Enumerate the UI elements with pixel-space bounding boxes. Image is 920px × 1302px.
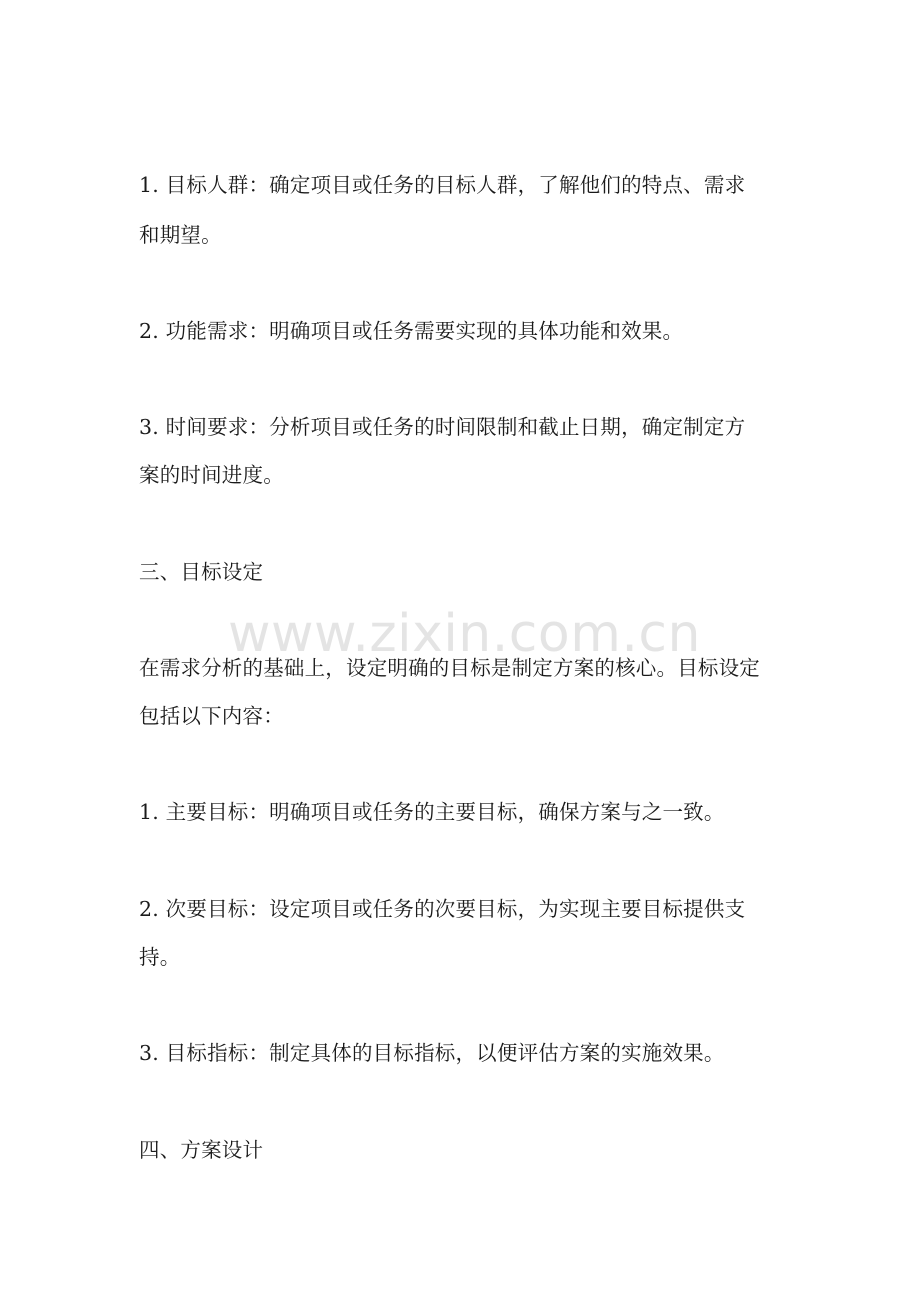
list-item-target-audience: 1. 目标人群：确定项目或任务的目标人群，了解他们的特点、需求 [139, 173, 746, 197]
section-heading-plan-design: 四、方案设计 [139, 1138, 264, 1162]
paragraph-goal-intro-cont: 包括以下内容： [139, 704, 284, 728]
list-item-primary-goal: 1. 主要目标：明确项目或任务的主要目标，确保方案与之一致。 [139, 800, 725, 824]
paragraph-goal-intro: 在需求分析的基础上，设定明确的目标是制定方案的核心。目标设定 [139, 656, 760, 680]
list-item-secondary-goal: 2. 次要目标：设定项目或任务的次要目标，为实现主要目标提供支 [139, 897, 746, 921]
watermark-text: www.zixin.com.cn [228, 604, 701, 664]
list-item-target-audience-cont: 和期望。 [139, 223, 222, 247]
list-item-secondary-goal-cont: 持。 [139, 945, 181, 969]
list-item-functional-requirements: 2. 功能需求：明确项目或任务需要实现的具体功能和效果。 [139, 319, 684, 343]
section-heading-goal-setting: 三、目标设定 [139, 560, 264, 584]
list-item-time-requirements: 3. 时间要求：分析项目或任务的时间限制和截止日期，确定制定方 [139, 415, 746, 439]
list-item-goal-metrics: 3. 目标指标：制定具体的目标指标，以便评估方案的实施效果。 [139, 1041, 725, 1065]
list-item-time-requirements-cont: 案的时间进度。 [139, 463, 284, 487]
